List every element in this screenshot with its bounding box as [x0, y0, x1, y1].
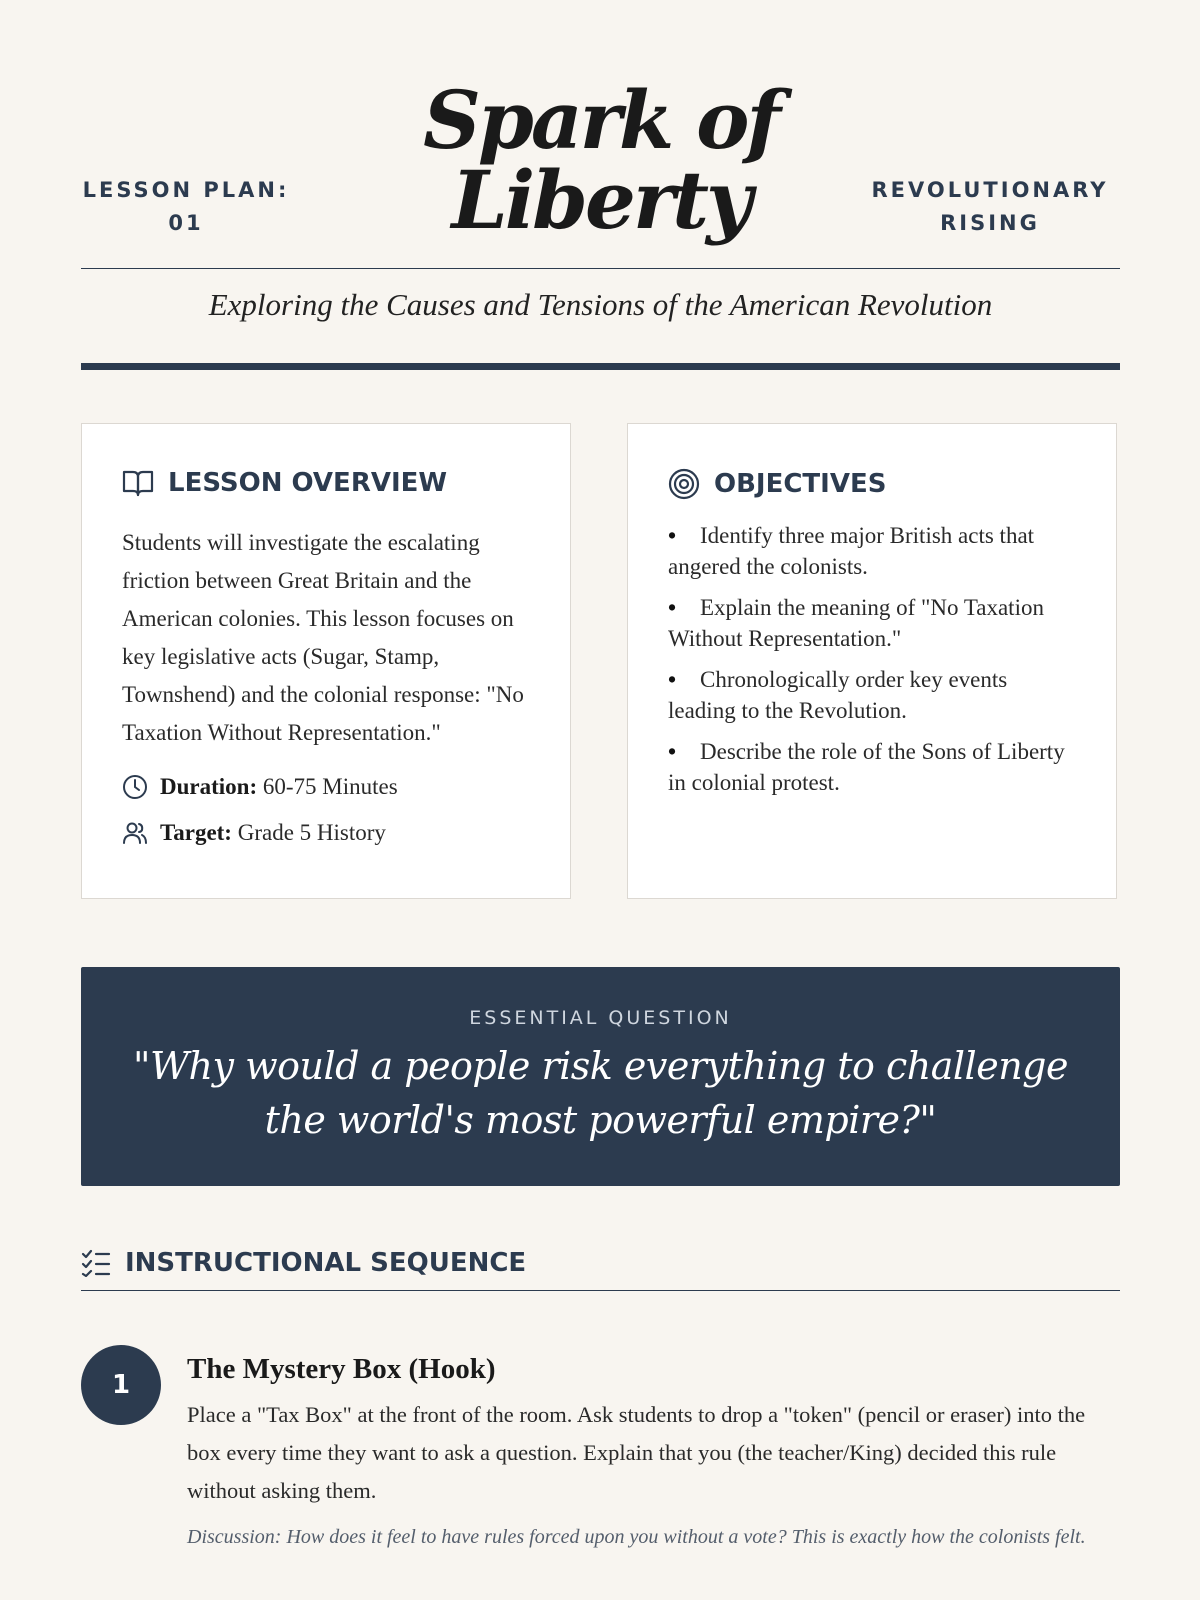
page-subtitle: Exploring the Causes and Tensions of the American Revolution — [208, 287, 993, 322]
list-item: • Identify three major British acts that angered the colonists. — [668, 520, 1068, 582]
duration-label: Duration: — [160, 774, 258, 799]
objectives-title: OBJECTIVES — [714, 469, 887, 499]
sequence-step — [81, 1345, 1120, 1550]
essential-question-box — [81, 967, 1120, 1186]
book-icon — [122, 468, 154, 498]
essential-question-line1: "Why would a people risk everything to challenge — [133, 1044, 1068, 1088]
list-item: • Describe the role of the Sons of Liberty in colonial protest. — [668, 736, 1068, 798]
list-item: • Chronologically order key events leading to the Revolution. — [668, 664, 1068, 726]
essential-question-text — [81, 1039, 1120, 1147]
lesson-plan-number: 01 — [168, 211, 204, 235]
page-title-line1: Spark of — [423, 73, 778, 167]
objectives-heading — [668, 468, 886, 500]
instructional-sequence — [81, 1248, 1120, 1550]
lesson-overview-title: LESSON OVERVIEW — [168, 468, 448, 498]
page-header — [81, 0, 1120, 269]
instructional-sequence-title: INSTRUCTIONAL SEQUENCE — [125, 1248, 527, 1278]
lesson-overview-heading — [122, 468, 447, 498]
objectives-list — [668, 520, 1068, 808]
target-row — [122, 820, 386, 846]
target-value: Grade 5 History — [237, 820, 386, 845]
lesson-overview-text: Students will investigate the escalating friction between Great Britain and the American colonies. This lesson focuses on key legislative acts (Sugar, Stamp, Townshend) and the colonial response: "No Taxation Without Representation." — [122, 530, 524, 745]
unit-label — [860, 174, 1120, 240]
essential-question-line2: the world's most powerful empire?" — [264, 1098, 937, 1142]
objectives-card — [627, 423, 1117, 899]
step-number-badge: 1 — [81, 1345, 161, 1425]
target-icon — [668, 468, 700, 500]
page-title-line2: Liberty — [451, 153, 750, 247]
instructional-sequence-heading — [81, 1248, 1120, 1291]
header-divider — [81, 363, 1120, 370]
unit-label-line2: RISING — [940, 211, 1040, 235]
info-cards — [81, 423, 1120, 901]
target-label: Target: — [160, 820, 232, 845]
lesson-plan-label-line1: LESSON PLAN: — [82, 178, 290, 202]
checklist-icon — [81, 1249, 111, 1277]
duration-value: 60-75 Minutes — [262, 774, 398, 799]
duration-row — [122, 774, 398, 800]
unit-label-line1: REVOLUTIONARY — [871, 178, 1109, 202]
list-item: • Explain the meaning of "No Taxation Without Representation." — [668, 592, 1068, 654]
step-body: Place a "Tax Box" at the front of the room. Ask students to drop a "token" (pencil or eraser) into the box every time they want to ask a question. Explain that you (the teacher/King) decided this rule without asking them. — [187, 1402, 1086, 1503]
users-icon — [122, 820, 148, 846]
page-title — [331, 73, 870, 247]
clock-icon — [122, 774, 148, 800]
lesson-plan-page — [81, 0, 1120, 1550]
lesson-overview-card — [81, 423, 571, 899]
step-title: The Mystery Box (Hook) — [187, 1353, 496, 1385]
lesson-plan-label — [81, 174, 291, 240]
essential-question-label: ESSENTIAL QUESTION — [469, 1007, 732, 1029]
step-discussion: Discussion: How does it feel to have rules forced upon you without a vote? This is exactly how the colonists felt. — [187, 1526, 1086, 1548]
